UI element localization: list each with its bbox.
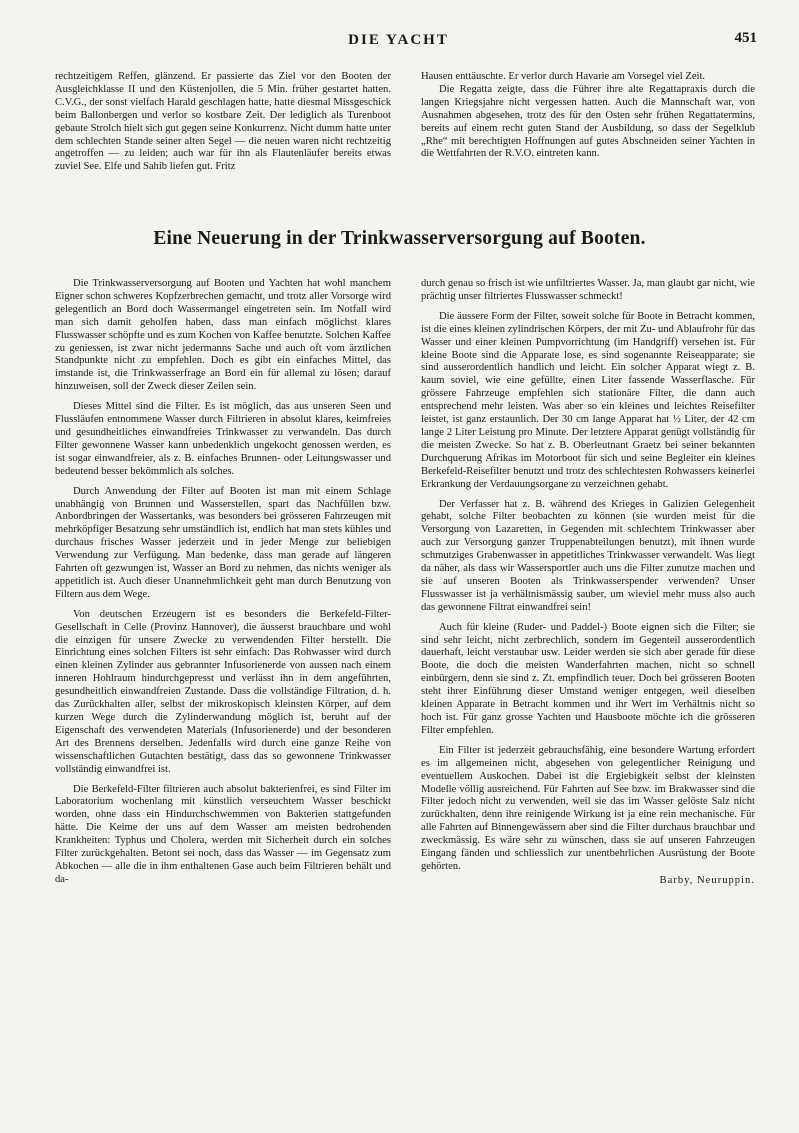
article-left-column xyxy=(55,278,391,887)
paragraph: rechtzeitigem Reffen, glänzend. Er passierte das Ziel vor den Booten der Ausgleichklasse II und den Küstenjollen, die 5 Min. früher gestartet hatten. C.V.G., der sonst vielfach Harald geschlagen hatte, hatte diesmal Missgeschick beim Ballonbergen und verlor so kostbare Zeit. Der lediglich als Turenboot gebaute Strolch hielt sich gut gegen seine Konkurrenz. Nicht dumm hatte unter dem schlechten Stande seiner alten Segel — die neuen waren nicht rechtzeitig angetroffen — zu leiden; auch war für ihn als Flautenläufer bereits etwas zuviel See. Elfe und Sahib liefen gut. Fritz xyxy=(55,71,391,173)
paragraph: Die Trinkwasserversorgung auf Booten und Yachten hat wohl manchem Eigner schon schweres Kopfzerbrechen gemacht, und trotz aller Vorsorge wird gelegentlich an Bord doch Wassermangel eingetreten sein. Im Notfall wird man sich damit geholfen haben, dass man einfach möglichst klares Flusswasser schöpfte und es zum Kochen von Kaffee benutzte. Solchen Kaffee zu geniessen, ist zwar nicht jedermanns Sache und auch oft vom ärztlichen Standpunkte nicht zu empfehlen. Doch es gibt ein einfaches Mittel, das imstande ist, die Trinkwasserfrage an Bord ein für allemal zu lösen; darauf hinzuweisen, soll der Zweck dieser Zeilen sein. xyxy=(55,278,391,393)
page-header xyxy=(40,30,757,54)
paragraph: Dieses Mittel sind die Filter. Es ist möglich, das aus unseren Seen und Flussläufen entnommene Wasser durch Filtrieren in absolut klares, keimfreies und gesundheitliches einwandfreies Trinkwasser zu verwandeln. Das durch Filter gewonnene Wasser kann unbedenklich ungekocht genossen werden, es ist sogar einwandfreier, als z. B. einfaches Brunnen- oder Leitungswasser und bedeutend besser bekömmlich als solches. xyxy=(55,401,391,477)
paragraph: Auch für kleine (Ruder- und Paddel-) Boote eignen sich die Filter; sie sind sehr leicht, nicht zerbrechlich, sondern im Gegenteil ausserordentlich dauerhaft, leicht verstaubar usw. Leider werden sie sich aber gerade für diese Boote, die doch die meisten Wanderfahrten machen, nicht so schnell einbürgern, denn sie sind z. Zt. empfindlich teuer. Doch bei grösseren Booten steht ihrer Einführung dieser Umstand weniger entgegen, weil dieselben kleinen Apparate in Betracht kommen und ihr Wert im Verhältnis nicht so hoch ist. Für ganz grosse Yachten und Hausboote möchte ich die grösseren Filter empfehlen. xyxy=(421,621,755,736)
paragraph: Von deutschen Erzeugern ist es besonders die Berkefeld-Filter-Gesellschaft in Celle (Provinz Hannover), die äusserst brauchbare und wohl die einzigen für unsere Zwecke zu verwendenden Filter herstellt. Die Einrichtung eines solchen Filters ist sehr einfach: Das Rohwasser wird durch einen kleinen Zylinder aus gebrannter Infusorienerde von aussen nach einem inneren Hohlraum hindurchgepresst und verlässt ihn in dem angeführten, gesundheitlich einwandfreien Zustande. Dass die vollständige Filtration, d. h. das Zurückhalten aller, selbst der mikroskopisch kleinsten Körper, auf dem kurzen Wege durch die Zylinderwandung möglich ist, beruht auf der Eigenschaft des verwendeten Materials (Infusorienerde) und der besonderen Art des Brennens derselben. Jedenfalls wird durch eine ganze Reihe von wissenschaftlichen Gutachten bestätigt, dass das so gewonnene Trinkwasser vollständig einwandfrei ist. xyxy=(55,608,391,775)
article-headline: Eine Neuerung in der Trinkwasserversorgung auf Booten. xyxy=(153,228,646,249)
article-right-column xyxy=(421,278,755,888)
paragraph: Die Regatta zeigte, dass die Führer ihre alte Regattapraxis durch die langen Kriegsjahre nicht vergessen hatten. Auch die Mannschaft war, von Ausnahmen abgesehen, trotz des für den Osten sehr frühen Regattatermins, bereits auf einem recht guten Stand der Ausbildung, so dass der Segelklub „Rhe“ mit berechtigten Hoffnungen auf gutes Abschneiden seiner Yachten in die Wettfahrten der R.V.O. eintreten kann. xyxy=(421,83,755,160)
paragraph: Die äussere Form der Filter, soweit solche für Boote in Betracht kommen, ist die eines kleinen zylindrischen Körpers, der mit Zu- und Ablaufrohr für das Wasser und einer kleinen Pumpvorrichtung (im Handgriff) versehen ist. Für kleine Boote sind die Apparate lose, es sind sogenannte Reiseapparate; sie sind ausserordentlich handlich und leicht. Ein solcher Apparat wiegt z. B. kaum soviel, wie eine gefüllte, einen Liter fassende Wasserflasche. Für grössere Fahrzeuge empfehlen sich stationäre Filter, die dann auch entsprechend mehr leisten. Was aber so ein kleines und leichtes Reisefilter leistet, ist ganz erstaunlich. Der 30 cm lange Apparat hat ½ Liter, der 42 cm lange 2 Liter Leistung pro Minute. Der letztere Apparat genügt vollständig für die meisten Zwecke. So hat z. B. Oberleutnant Graetz bei seiner bekannten Durchquerung Afrikas im Motorboot für sich und seine Begleiter ein kleines Berkefeld-Reisefilter benutzt und trotz des schlechtesten Rohwassers keinerlei Erkrankung der Verdauungsorgane zu verzeichnen gehabt. xyxy=(421,310,755,490)
previous-article-right-column xyxy=(421,71,755,161)
paragraph: Hausen enttäuschte. Er verlor durch Havarie am Vorsegel viel Zeit. xyxy=(421,71,706,82)
paragraph: Der Verfasser hat z. B. während des Krieges in Galizien Gelegenheit gehabt, solche Filter beobachten zu können (sie wurden meist für die Versorgung von Lazaretten, in Gegenden mit schlechtem Trinkwasser aber auch zur Versorgung ganzer Truppenabteilungen benutzt), mit ihnen wurde schmutziges Grabenwasser in appetitliches Trinkwasser verwandelt. Was liegt da näher, als dass wir Wassersportler auch uns die Filter zunutze machen und sie auf unseren Booten als Trinkwasserspender verwenden? Unser Flusswasser ist ja verhältnismässig sauber, um wieviel mehr muss also auch das gewonnene Filtrat einwandfrei sein! xyxy=(421,498,755,613)
paragraph: Die Berkefeld-Filter filtrieren auch absolut bakterienfrei, es sind Filter im Laboratorium wochenlang mit künstlich verseuchtem Wasser beschickt worden, ohne dass ein Hindurchschwemmen von Bakterien stattgefunden hätte. Die Keime der uns auf dem Wasser am meisten bedrohenden Krankheiten: Typhus und Cholera, werden mit Sicherheit durch ein solches Filter zurückgehalten. Betont sei noch, dass das Wasser — im Gegensatz zum Abkochen — alle die in ihm enthaltenen Gase auch beim Filtrieren behält und da- xyxy=(55,783,391,885)
author-signature: Barby, Neuruppin. xyxy=(659,874,755,886)
journal-title: DIE YACHT xyxy=(348,32,449,48)
paragraph: Durch Anwendung der Filter auf Booten ist man mit einem Schlage unabhängig von Brunnen und Wasserstellen, spart das Nachfüllen bzw. Anbordbringen der Wassertanks, was besonders bei grösseren Fahrzeugen mit mehrköpfiger Besatzung sehr umständlich ist, endlich hat man stets kühles und durchaus frisches Wasser jederzeit und in jeder Menge zur beliebigen Verwendung zur Verfügung. Man bedenke, dass man gerade auf längeren Fahrten oft gezwungen ist, Wasser an Bord zu nehmen, das nichts weniger als appetitlich ist. Auch dieser Unannehmlichkeit geht man durch Benutzung von Filtern aus dem Wege. xyxy=(55,485,391,600)
paragraph: durch genau so frisch ist wie unfiltriertes Wasser. Ja, man glaubt gar nicht, wie prächtig unser filtriertes Flusswasser schmeckt! xyxy=(421,278,755,302)
previous-article-left-column xyxy=(55,71,391,174)
page-number: 451 xyxy=(734,30,757,46)
paragraph: Ein Filter ist jederzeit gebrauchsfähig, eine besondere Wartung erfordert es im allgemeinen nicht, abgesehen von gelegentlicher Reinigung und eventuellem Auskochen. Dabei ist die Ergiebigkeit selbst der kleinsten Modelle völlig ausreichend. Für Fahrten auf See bzw. im Brakwasser sind die Filter jedoch nicht zu verwenden, weil sie das im Wasser gelöste Salz nicht zurückhalten, denn ihre reinigende Wirkung ist ja eine rein mechanische. Für alle Fahrten auf Binnengewässern aber sind die Filter durchaus brauchbar und zweckmässig. Es wäre sehr zu wünschen, dass sie auf unseren Fahrzeugen Eingang fänden und schliesslich zur unentbehrlichen Ausrüstung der Boote gehörten. xyxy=(421,744,755,872)
